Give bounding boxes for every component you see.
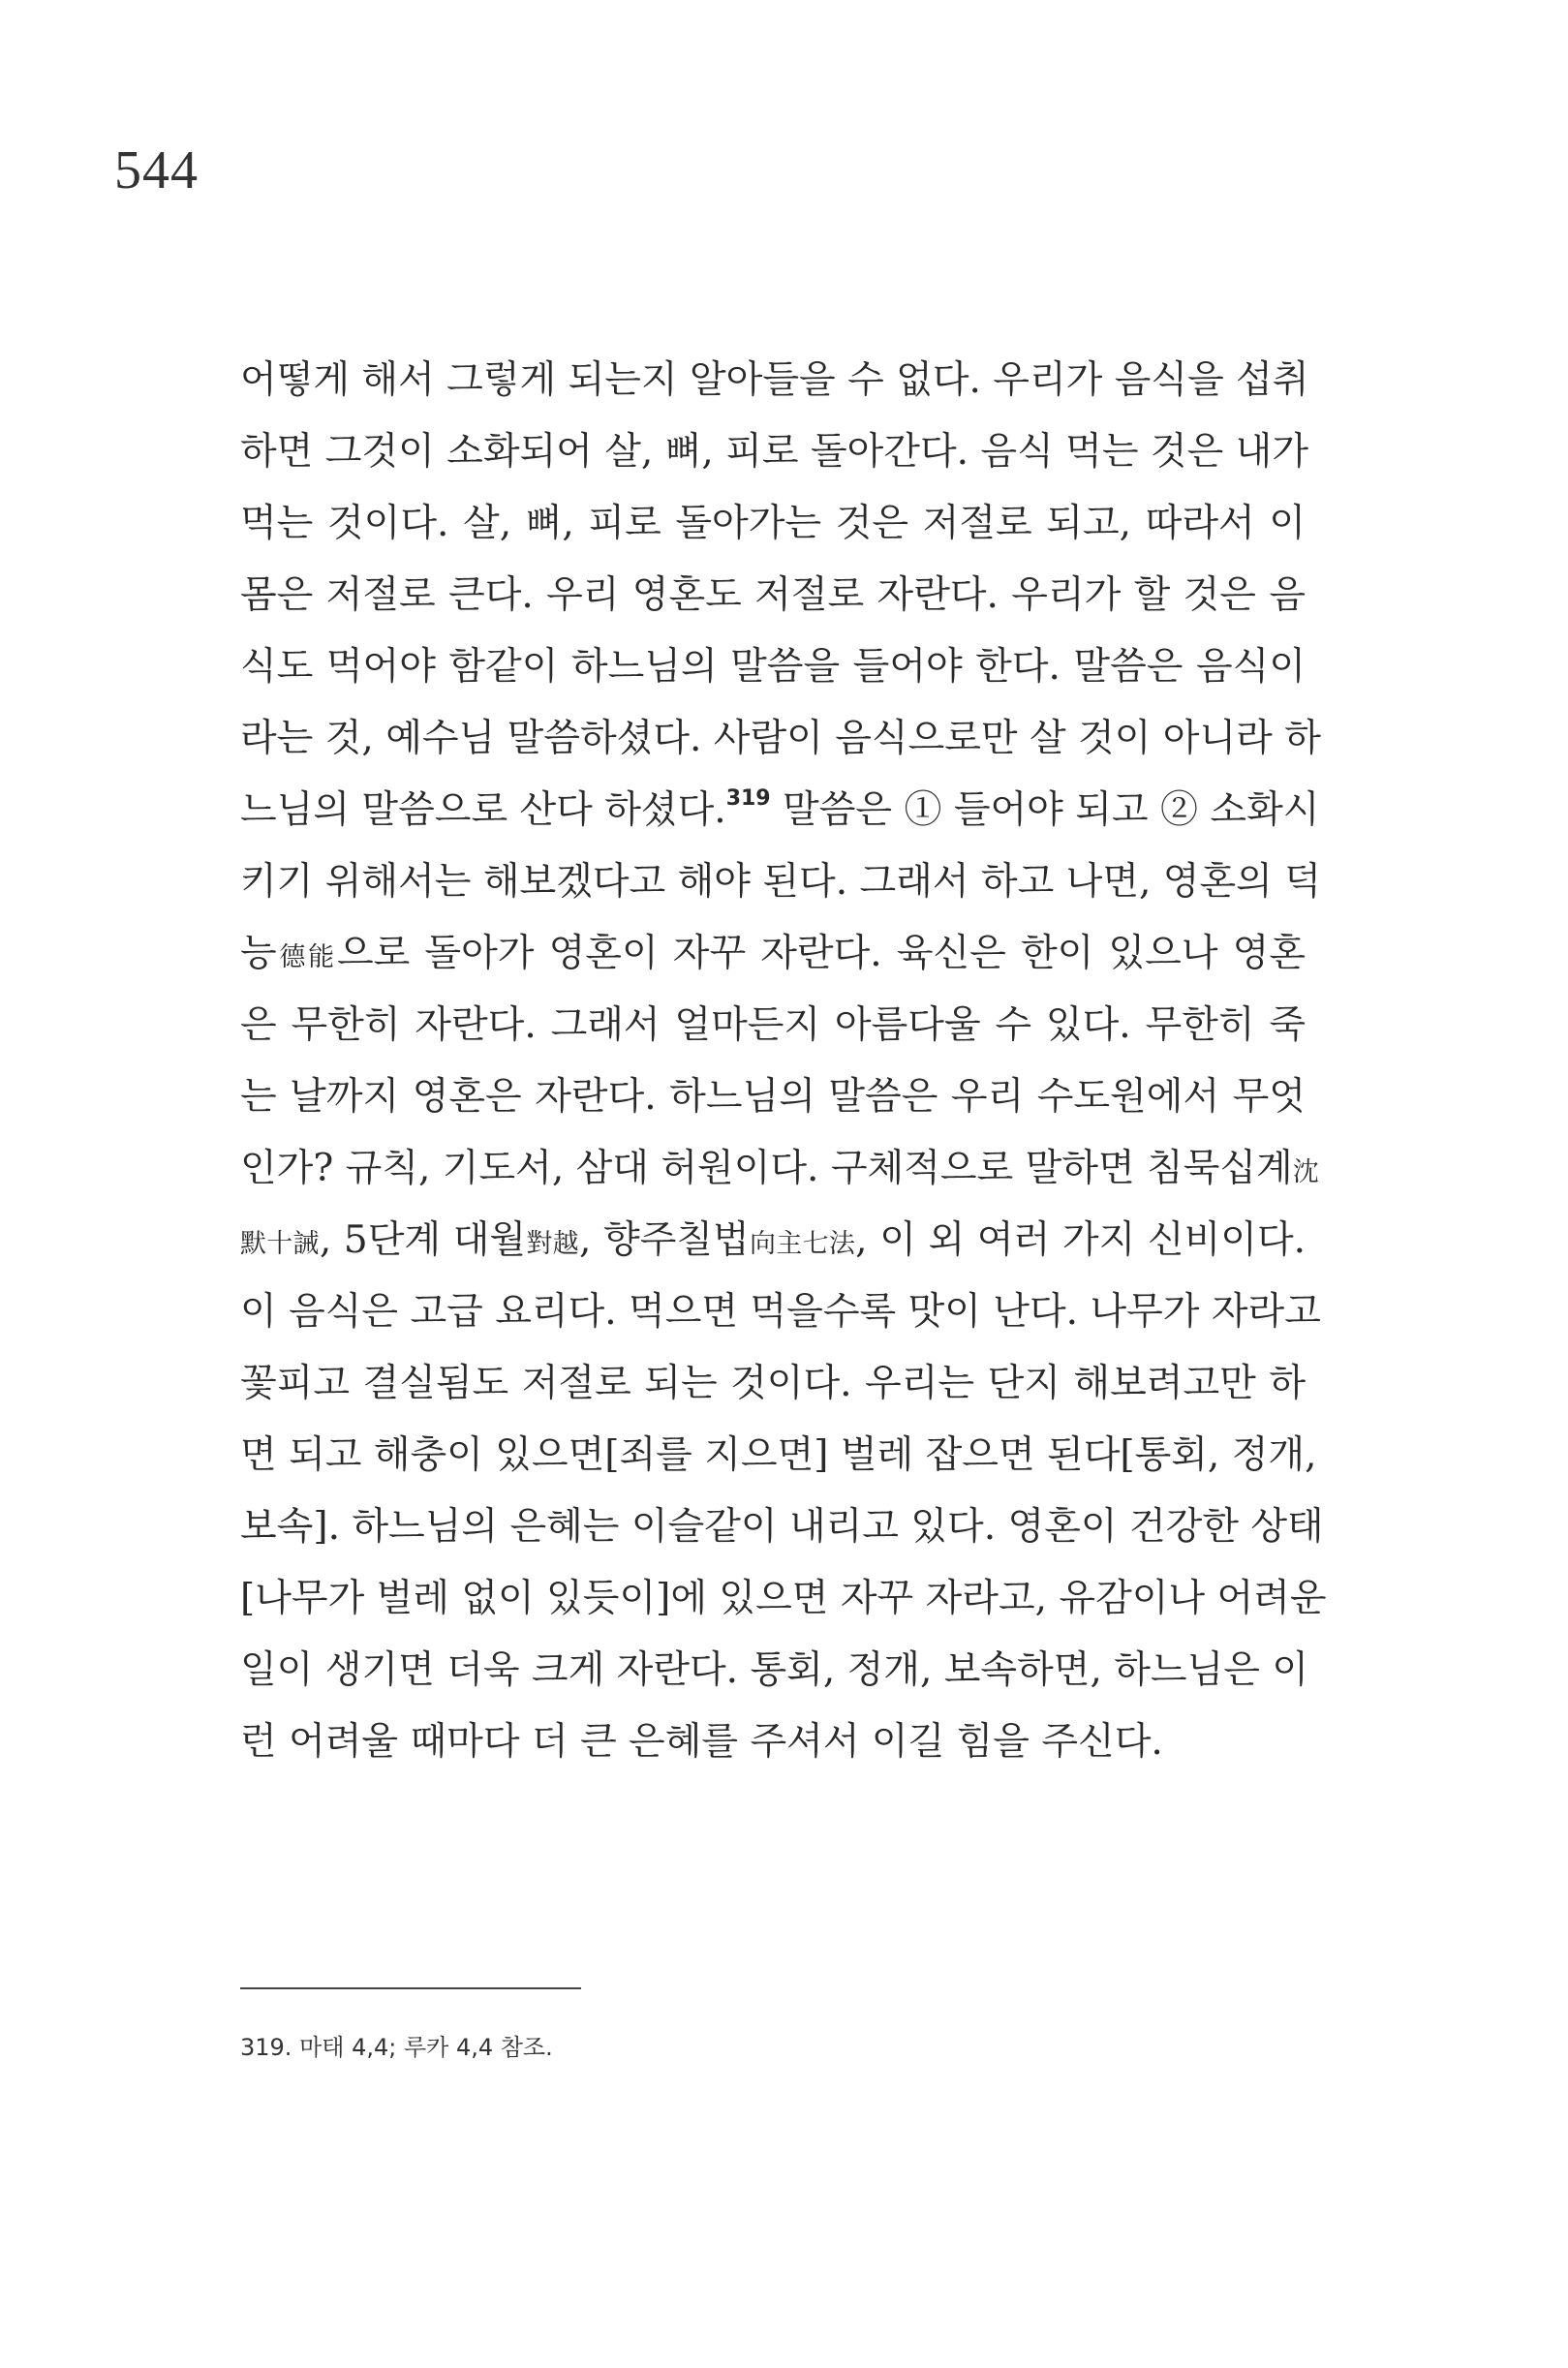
footnote-reference[interactable]: 319 — [725, 786, 771, 811]
footnote-divider — [240, 1987, 581, 1989]
text-line: 먹는 것이다. 살, 뼈, 피로 돌아가는 것은 저절로 되고, 따라서 이 — [240, 502, 1306, 545]
hanja-annotation: 沈 — [1292, 1157, 1319, 1187]
text-line: 몸은 저절로 큰다. 우리 영혼도 저절로 자란다. 우리가 할 것은 음 — [240, 573, 1306, 617]
text-line — [240, 775, 1320, 846]
text-line: 꽃피고 결실됨도 저절로 되는 것이다. 우리는 단지 해보려고만 하 — [240, 1362, 1306, 1405]
text-line: 어떻게 해서 그렇게 되는지 알아들을 수 없다. 우리가 음식을 섭취 — [240, 358, 1309, 402]
text-segment: 말씀은 ① 들어야 되고 ② 소화시 — [770, 788, 1320, 832]
body-text — [240, 345, 1327, 1778]
text-segment: 인가? 규칙, 기도서, 삼대 허원이다. 구체적으로 말하면 침묵십계 — [240, 1147, 1293, 1190]
text-line: 면 되고 해충이 있으면[죄를 지으면] 벌레 잡으면 된다[통회, 정개, — [240, 1433, 1317, 1477]
text-line: [나무가 벌레 없이 있듯이]에 있으면 자꾸 자라고, 유감이나 어려운 — [240, 1577, 1327, 1620]
text-segment: 느님의 말씀으로 산다 하셨다. — [240, 788, 726, 832]
text-segment: 으로 돌아가 영혼이 자꾸 자란다. 육신은 한이 있으나 영혼 — [336, 932, 1307, 975]
text-line: 은 무한히 자란다. 그래서 얼마든지 아름다울 수 있다. 무한히 죽 — [240, 1003, 1306, 1047]
text-line — [240, 918, 1306, 990]
text-segment: , 향주칠법 — [578, 1218, 750, 1262]
text-line: 런 어려울 때마다 더 큰 은혜를 주셔서 이길 힘을 주신다. — [240, 1720, 1163, 1764]
text-line — [240, 1133, 1319, 1205]
text-line: 일이 생기면 더욱 크게 자란다. 통회, 정개, 보속하면, 하느님은 이 — [240, 1648, 1309, 1692]
text-line: 는 날까지 영혼은 자란다. 하느님의 말씀은 우리 수도원에서 무엇 — [240, 1075, 1306, 1119]
text-segment: 능 — [240, 932, 277, 975]
hanja-annotation: 默十誡 — [240, 1229, 320, 1259]
hanja-annotation: 向主七法 — [749, 1229, 856, 1259]
page-number: 544 — [114, 140, 199, 200]
text-line: 이 음식은 고급 요리다. 먹으면 먹을수록 맛이 난다. 나무가 자라고 — [240, 1290, 1321, 1334]
hanja-annotation: 對越 — [526, 1229, 579, 1259]
text-line: 보속]. 하느님의 은혜는 이슬같이 내리고 있다. 영혼이 건강한 상태 — [240, 1505, 1324, 1549]
text-segment: , 이 외 여러 가지 신비이다. — [855, 1218, 1307, 1262]
footnote: 319. 마태 4,4; 루카 4,4 참조. — [240, 2034, 553, 2061]
text-line: 식도 먹어야 함같이 하느님의 말씀을 들어야 한다. 말씀은 음식이 — [240, 645, 1306, 689]
text-segment: , 5단계 대월 — [319, 1218, 527, 1262]
hanja-annotation: 德能 — [276, 942, 337, 972]
text-line: 키기 위해서는 해보겠다고 해야 된다. 그래서 하고 나면, 영혼의 덕 — [240, 860, 1321, 904]
text-line — [240, 1205, 1306, 1276]
text-line: 라는 것, 예수님 말씀하셨다. 사람이 음식으로만 살 것이 아니라 하 — [240, 717, 1321, 760]
text-line: 하면 그것이 소화되어 살, 뼈, 피로 돌아간다. 음식 먹는 것은 내가 — [240, 430, 1309, 474]
